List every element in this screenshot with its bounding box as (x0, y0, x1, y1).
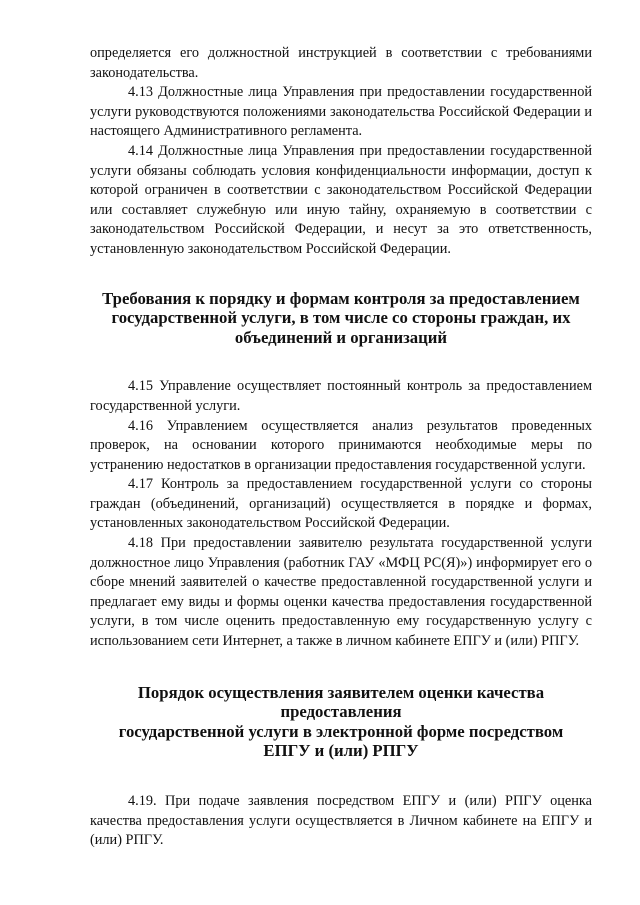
heading-line: государственной услуги в электронной форме посредством (118, 721, 564, 741)
paragraph-4-15: 4.15 Управление осуществляет постоянный контроль за предоставлением государственной услуги. (90, 378, 592, 414)
heading-line: Порядок осуществления заявителем оценки качества предоставления (137, 682, 545, 722)
section-heading-evaluation (90, 683, 592, 761)
heading-line: Требования к порядку и формам контроля за предоставлением (102, 288, 580, 308)
paragraph-continuation: определяется его должностной инструкцией в соответствии с требованиями законодательства. (90, 45, 592, 81)
paragraph-4-16: 4.16 Управлением осуществляется анализ результатов проведенных проверок, на основании которого принимаются необходимые меры по устранению недостатков в организации предоставления государственной услуги. (90, 417, 592, 473)
paragraph-4-14: 4.14 Должностные лица Управления при предоставлении государственной услуги обязаны соблюдать условия конфиденциальности информации, доступ к которой ограничен в соответствии с законодательством Российской Федерации или составляет служебную или иную тайну, охраняемую в соответствии с законодательством Российской Федерации, и несут за это ответственность, установленную законодательством Российской Федерации. (90, 142, 592, 257)
paragraph-4-18: 4.18 При предоставлении заявителю результата государственной услуги должностное лицо Управления (работник ГАУ «МФЦ РС(Я)») информирует его о сборе мнений заявителей о качестве предоставленной государственной услуги и предлагает ему виды и формы оценки качества предоставления государственной услуги, в том числе оценить предоставленную ему государственную услугу с использованием сети Интернет, а также в личном кабинете ЕПГУ и (или) РПГУ. (90, 535, 592, 650)
heading-line: государственной услуги, в том числе со стороны граждан, их (111, 308, 571, 328)
section-heading-control (90, 289, 592, 348)
paragraph-4-17: 4.17 Контроль за предоставлением государственной услуги со стороны граждан (объединений, организаций) осуществляется в порядке и формах, установленных законодательством Российской Федерации. (90, 476, 592, 532)
paragraph-4-19: 4.19. При подаче заявления посредством ЕПГУ и (или) РПГУ оценка качества предоставления услуги осуществляется в Личном кабинете на ЕПГУ и (или) РПГУ. (90, 793, 592, 849)
paragraph-4-13: 4.13 Должностные лица Управления при предоставлении государственной услуги руководствуются положениями законодательства Российской Федерации и настоящего Административного регламента. (90, 84, 592, 140)
heading-line: ЕПГУ и (или) РПГУ (263, 741, 419, 761)
heading-line: объединений и организаций (234, 327, 448, 347)
